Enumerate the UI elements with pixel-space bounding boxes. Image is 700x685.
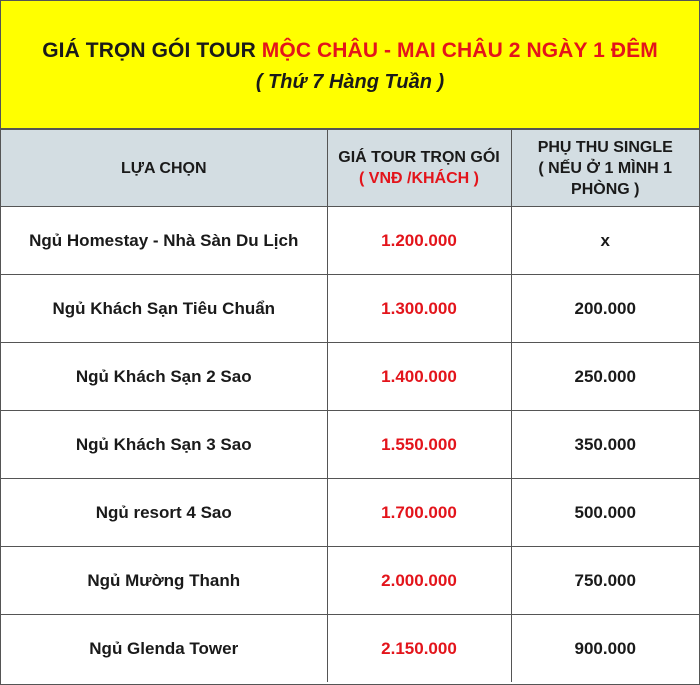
table-row	[1, 411, 699, 479]
row-option: Ngủ Mường Thanh	[1, 547, 327, 615]
row-option: Ngủ Khách Sạn 3 Sao	[1, 411, 327, 479]
banner-subtitle: ( Thứ 7 Hàng Tuần )	[255, 71, 445, 93]
title-banner	[1, 1, 699, 129]
row-price: 1.200.000	[327, 207, 511, 275]
table-row	[1, 207, 699, 275]
table-row	[1, 275, 699, 343]
header-option-label: LỰA CHỌN	[120, 159, 207, 177]
table-row	[1, 615, 699, 683]
row-option: Ngủ Homestay - Nhà Sàn Du Lịch	[1, 207, 327, 275]
row-option: Ngủ Khách Sạn 2 Sao	[1, 343, 327, 411]
row-option: Ngủ Khách Sạn Tiêu Chuẩn	[1, 275, 327, 343]
row-single: 900.000	[511, 615, 699, 683]
header-single-line1: PHỤ THU SINGLE	[537, 138, 673, 156]
table-header-row	[1, 130, 699, 207]
row-single: 350.000	[511, 411, 699, 479]
header-single-line3: PHÒNG )	[571, 180, 640, 198]
table-row	[1, 479, 699, 547]
header-option	[1, 130, 327, 207]
header-single	[511, 130, 699, 207]
row-single: 250.000	[511, 343, 699, 411]
row-price: 1.400.000	[327, 343, 511, 411]
banner-title	[1, 1, 699, 63]
row-option: Ngủ resort 4 Sao	[1, 479, 327, 547]
row-price: 2.150.000	[327, 615, 511, 683]
price-table	[1, 129, 699, 682]
header-price-unit: ( VNĐ /KHÁCH )	[359, 170, 479, 187]
row-single: x	[511, 207, 699, 275]
row-single: 500.000	[511, 479, 699, 547]
banner-title-prefix: GIÁ TRỌN GÓI TOUR	[42, 39, 262, 62]
table-row	[1, 547, 699, 615]
row-single: 200.000	[511, 275, 699, 343]
row-option: Ngủ Glenda Tower	[1, 615, 327, 683]
row-price: 2.000.000	[327, 547, 511, 615]
header-single-line2: ( NẾU Ở 1 MÌNH 1	[538, 159, 673, 177]
row-price: 1.550.000	[327, 411, 511, 479]
header-price-label: GIÁ TOUR TRỌN GÓI	[338, 149, 500, 166]
row-single: 750.000	[511, 547, 699, 615]
row-price: 1.700.000	[327, 479, 511, 547]
banner-title-highlight: MỘC CHÂU - MAI CHÂU 2 NGÀY 1 ĐÊM	[261, 39, 658, 62]
header-price	[327, 130, 511, 207]
table-row	[1, 343, 699, 411]
row-price: 1.300.000	[327, 275, 511, 343]
